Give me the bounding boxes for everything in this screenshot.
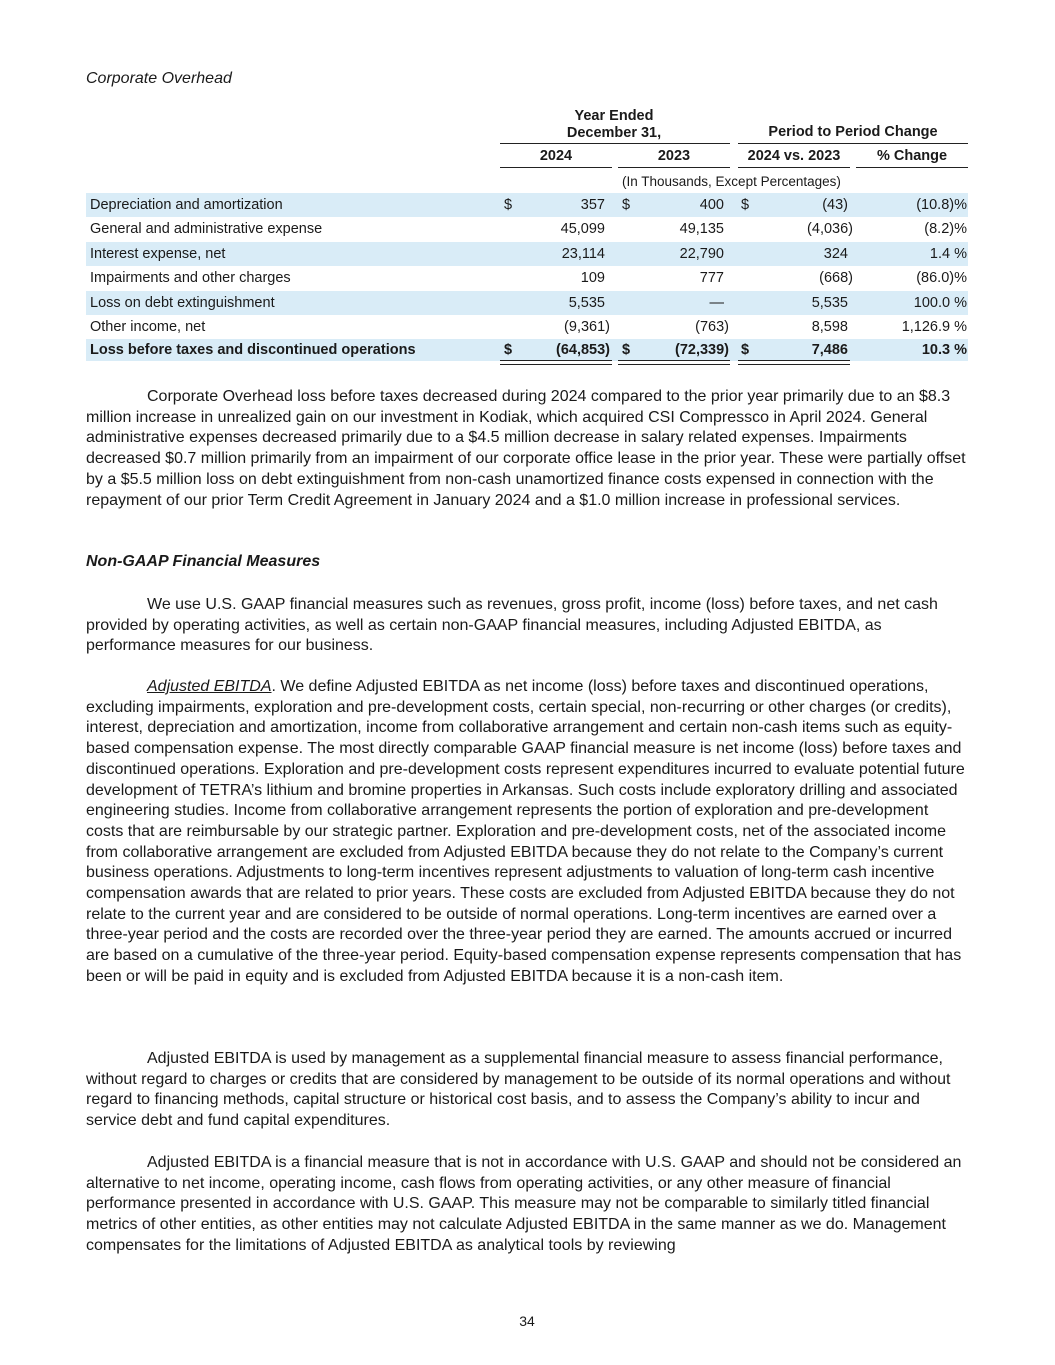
subheading-non-gaap: Non-GAAP Financial Measures: [86, 553, 321, 570]
value-2023: 49,135: [679, 221, 724, 237]
table-row: [86, 217, 968, 241]
value-pct: (8.2)%: [924, 221, 967, 237]
value-2024: (9,361): [564, 319, 610, 335]
value-2024: 23,114: [561, 246, 605, 262]
value-2023: (72,339): [674, 342, 729, 358]
dollar-sign: $: [741, 342, 750, 358]
value-change: (4,036): [807, 221, 853, 237]
value-change: 7,486: [811, 342, 848, 358]
row-label: Other income, net: [90, 319, 206, 335]
value-pct: 1.4 %: [929, 246, 967, 262]
value-2023: (763): [695, 319, 729, 335]
value-pct: 100.0 %: [913, 295, 967, 311]
value-2024: 109: [580, 270, 605, 286]
total-double-rule: [618, 360, 730, 365]
value-2024: (64,853): [555, 342, 610, 358]
paragraph-ebitda-use: Adjusted EBITDA is used by management as a supplemental financial measure to assess financial performance, without regard to charges or credits that are considered by management to be outside of its normal operations and without regard to financing methods, capital structure or historical cost basis, and to assess the Company’s ability to incur and service debt and fund capital expenditures.: [86, 1050, 951, 1130]
dollar-sign: $: [504, 197, 513, 213]
value-2024: 357: [580, 197, 605, 213]
row-label: Loss before taxes and discontinued operations: [90, 342, 416, 358]
value-pct: (86.0)%: [916, 270, 967, 286]
row-label: General and administrative expense: [90, 221, 323, 237]
value-change: 324: [823, 246, 848, 262]
value-change: (668): [819, 270, 853, 286]
dollar-sign: $: [622, 342, 631, 358]
section-title: Corporate Overhead: [86, 70, 232, 87]
col-header-2024: 2024: [539, 148, 573, 164]
dollar-sign: $: [741, 197, 750, 213]
value-2023: —: [709, 295, 724, 311]
header-period-change: Period to Period Change: [768, 124, 938, 140]
paragraph-ebitda-limitations: Adjusted EBITDA is a financial measure that is not in accordance with U.S. GAAP and should not be considered an alternative to net income, operating income, cash flows from operating activities, or any other measure of financial performance presented in accordance with U.S. GAAP. This measure may not be comparable to similarly titled financial metrics of other entities, as other entities may not calculate Adjusted EBITDA in the same manner as we do. Management compensates for the limitations of Adjusted EBITDA as analytical tools by reviewing: [86, 1154, 962, 1254]
value-change: (43): [822, 197, 848, 213]
units-note: (In Thousands, Except Percentages): [622, 174, 841, 189]
paragraph-gaap-measures: We use U.S. GAAP financial measures such as revenues, gross profit, income (loss) before taxes, and net cash provided by operating activities, as well as certain non-GAAP financial measures, including Adjusted EBITDA, as performance measures for our business.: [86, 596, 938, 655]
row-label: Interest expense, net: [90, 246, 226, 262]
total-double-rule: [500, 360, 612, 365]
col-header-pct: % Change: [876, 148, 948, 164]
value-pct: 1,126.9 %: [901, 319, 967, 335]
row-label: Loss on debt extinguishment: [90, 295, 275, 311]
value-2024: 5,535: [568, 295, 605, 311]
value-change: 8,598: [811, 319, 848, 335]
col-rule: [618, 167, 730, 168]
row-label: Impairments and other charges: [90, 270, 291, 286]
defined-term: Adjusted EBITDA: [147, 678, 272, 695]
col-header-2023: 2023: [657, 148, 691, 164]
col-rule: [738, 167, 850, 168]
paragraph-adjusted-ebitda-definition: Adjusted EBITDA. We define Adjusted EBITDA as net income (loss) before taxes and discontinued operations, excluding impairments, exploration and pre-development costs, certain special, non-recurring or other charges (or credits), interest, depreciation and amortization, income from collaborative arrangement and certain non-cash items such as equity-based compensation expense. The most directly comparable GAAP financial measure is net income (loss) before taxes and discontinued operations. Exploration and pre-development costs represent expenditures incurred to evaluate potential future development of TETRA’s lithium and bromine properties in Arkansas. Such costs include exploratory drilling and associated engineering studies. Income from collaborative arrangement represents the portion of exploration and pre-development costs that are reimbursable by our strategic partner. Exploration and pre-development costs, net of the associated income from collaborative arrangement are excluded from Adjusted EBITDA because they do not relate to the Company’s current business operations. Adjustments to long-term incentives represent adjustments to valuation of long-term cash incentive compensation awards that are related to prior years. These costs are excluded from Adjusted EBITDA because they do not relate to the current year and are considered to be outside of normal operations. Long-term incentives are earned over a three-year period and the costs are recorded over the three-year period they are earned. The amounts accrued or incurred are based on a cumulative of the three-year period. Equity-based compensation expense represents compensation that has been or will be paid in equity and is excluded from Adjusted EBITDA because it is a non-cash item.: [86, 678, 965, 985]
value-2023: 777: [699, 270, 724, 286]
total-double-rule: [738, 360, 850, 365]
table-row: [86, 193, 968, 217]
col-rule: [856, 167, 968, 168]
dollar-sign: $: [504, 342, 513, 358]
header-rule: [738, 143, 968, 144]
col-rule: [500, 167, 612, 168]
table-row: [86, 266, 968, 290]
value-2023: 400: [699, 197, 724, 213]
table-row: [86, 315, 968, 339]
header-year-ended: Year Ended December 31,: [566, 108, 662, 141]
page-number: 34: [519, 1313, 535, 1329]
value-2024: 45,099: [560, 221, 605, 237]
value-pct: 10.3 %: [921, 342, 967, 358]
row-label: Depreciation and amortization: [90, 197, 283, 213]
table-row: [86, 242, 968, 266]
table-row: [86, 291, 968, 315]
header-rule: [500, 143, 730, 144]
value-change: 5,535: [811, 295, 848, 311]
paragraph-overhead-summary: Corporate Overhead loss before taxes decreased during 2024 compared to the prior year primarily due to an $8.3 million increase in unrealized gain on our investment in Kodiak, which acquired CSI Compressco in April 2024. General administrative expenses decreased primarily due to a $4.5 million decrease in salary related expenses. Impairments decreased $0.7 million primarily from an impairment of our corporate office lease in the prior year. These were partially offset by a $5.5 million loss on debt extinguishment from non-cash unamortized finance costs expensed in connection with the repayment of our prior Term Credit Agreement in January 2024 and a $1.0 million increase in professional services.: [86, 388, 966, 509]
value-pct: (10.8)%: [916, 197, 967, 213]
table-row-total: [86, 339, 968, 361]
col-header-vs: 2024 vs. 2023: [747, 148, 841, 164]
dollar-sign: $: [622, 197, 631, 213]
value-2023: 22,790: [679, 246, 724, 262]
